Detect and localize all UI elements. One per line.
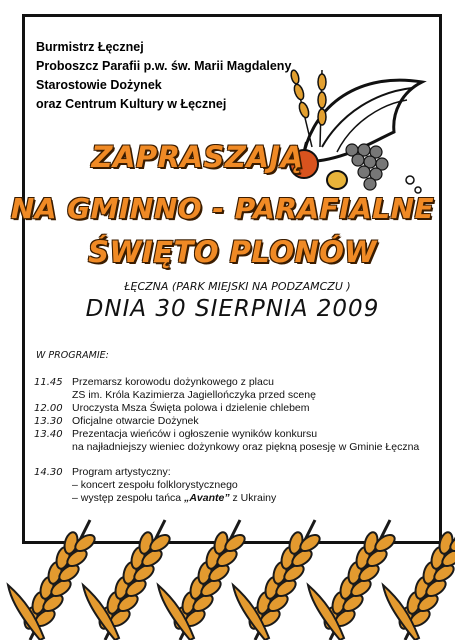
schedule-time: 14.30 — [34, 467, 63, 478]
artistic-item: – koncert zespołu folklorystycznego — [72, 479, 238, 491]
schedule-time: 12.00 — [34, 403, 63, 414]
organizer-line: Burmistrz Łęcznej — [36, 40, 144, 54]
headline-event-name: ŚWIĘTO PLONÓW — [88, 235, 377, 269]
schedule-time: 13.30 — [34, 416, 63, 427]
cornucopia-icon — [282, 52, 432, 197]
schedule-list — [34, 376, 419, 505]
schedule-desc — [72, 376, 316, 402]
organizer-line: Proboszcz Parafii p.w. św. Marii Magdaleny — [36, 59, 292, 73]
wheat-ear — [83, 520, 172, 640]
schedule-desc-line: Prezentacja wieńców i ogłoszenie wyników konkursu — [72, 428, 318, 440]
wheat-ear — [308, 520, 397, 640]
program-title: W PROGRAMIE: — [36, 350, 109, 361]
wheat-ear — [233, 520, 322, 640]
wheat-ear — [8, 520, 97, 640]
schedule-desc: Uroczysta Msza Święta polowa i dzielenie chlebem — [72, 402, 310, 414]
wheat-ear — [158, 520, 247, 640]
artistic-item-prefix: – występ zespołu tańca — [72, 492, 185, 504]
event-date: DNIA 30 SIERPNIA 2009 — [85, 296, 380, 322]
schedule-time: 13.40 — [34, 429, 63, 440]
schedule-item — [34, 402, 419, 415]
schedule-desc: Oficjalne otwarcie Dożynek — [72, 415, 199, 427]
schedule-desc-line: Przemarsz korowodu dożynkowego z placu — [72, 376, 274, 388]
artistic-item-suffix: z Ukrainy — [229, 492, 277, 504]
artistic-title: Program artystyczny: — [72, 466, 171, 478]
schedule-desc-line: na najładniejszy wieniec dożynkowy oraz piękną posesję w Gminie Łęczna — [72, 441, 420, 453]
schedule-item — [34, 428, 419, 454]
headline-invite: ZAPRASZAJĄ — [91, 140, 304, 174]
headline-event-type: NA GMINNO - PARAFIALNE — [10, 192, 435, 225]
organizer-line: oraz Centrum Kultury w Łęcznej — [36, 97, 227, 111]
schedule-item — [34, 376, 419, 402]
schedule-time: 11.45 — [34, 377, 63, 388]
wheat-border-icon — [0, 500, 455, 640]
schedule-desc-line: ZS im. Króla Kazimierza Jagiellończyka przed scenę — [72, 389, 316, 401]
schedule-item — [34, 415, 419, 428]
event-location: ŁĘCZNA (PARK MIEJSKI NA PODZAMCZU ) — [124, 280, 351, 293]
organizer-line: Starostowie Dożynek — [36, 78, 162, 92]
ensemble-name: „Avante” — [184, 492, 230, 504]
organizers-block — [36, 38, 291, 114]
schedule-desc — [72, 428, 419, 454]
